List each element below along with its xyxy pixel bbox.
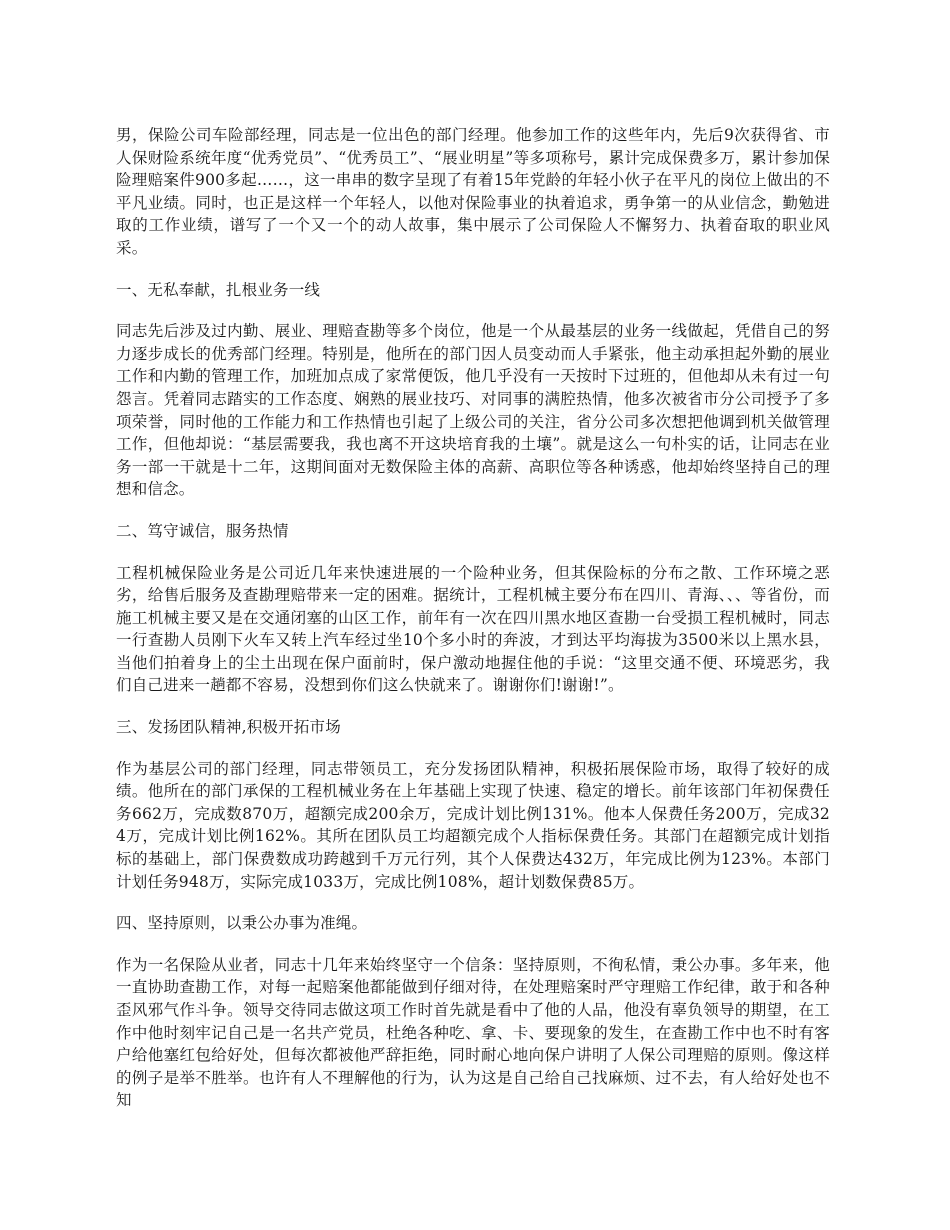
section-body-4: 作为一名保险从业者，同志十几年来始终坚守一个信条：坚持原则，不徇私情，秉公办事。多年来，他一直协助查勘工作，对每一起赔案他都能做到仔细对待，在处理赔案时严守理赔工作纪律，敢于和各种歪风邪气作斗争。领导交待同志做这项工作时首先就是看中了他的人品，他没有辜负领导的期望，在工作中他时刻牢记自己是一名共产党员，杜绝各种吃、拿、卡、要现象的发生，在查勘工作中也不时有客户给他塞红包给好处，但每次都被他严辞拒绝，同时耐心地向保户讲明了人保公司理赔的原则。像这样的例子是举不胜举。也许有人不理解他的行为，认为这是自己给自己找麻烦、过不去，有人给好处也不知 bbox=[116, 955, 830, 1110]
section-heading-2: 二、笃守诚信，服务热情 bbox=[116, 521, 289, 540]
section-heading-3: 三、发扬团队精神,积极开拓市场 bbox=[116, 718, 341, 737]
section-heading-4: 四、坚持原则，以秉公办事为准绳。 bbox=[116, 914, 368, 933]
section-body-1: 同志先后涉及过内勤、展业、理赔查勘等多个岗位，他是一个从最基层的业务一线做起，凭借自己的努力逐步成长的优秀部门经理。特别是，他所在的部门因人员变动而人手紧张，他主动承担起外勤的展业工作和内勤的管理工作，加班加点成了家常便饭，他几乎没有一天按时下过班的，但他却从未有过一句怨言。凭着同志踏实的工作态度、娴熟的展业技巧、对同事的满腔热情，他多次被省市分公司授予了多项荣誉，同时他的工作能力和工作热情也引起了上级公司的关注，省分公司多次想把他调到机关做管理工作，但他却说：“基层需要我，我也离不开这块培育我的土壤”。就是这么一句朴实的话，让同志在业务一部一干就是十二年，这期间面对无数保险主体的高薪、高职位等各种诱惑，他却始终坚持自己的理想和信念。 bbox=[116, 322, 830, 499]
section-body-2: 工程机械保险业务是公司近几年来快速进展的一个险种业务，但其保险标的分布之散、工作环境之恶劣，给售后服务及查勘理赔带来一定的困难。据统计，工程机械主要分布在四川、青海、、、等省份，而施工机械主要又是在交通闭塞的山区工作，前年有一次在四川黑水地区查勘一台受损工程机械时，同志一行查勘人员刚下火车又转上汽车经过坐10个多小时的奔波，才到达平均海拔为3500米以上黑水县，当他们拍着身上的尘土出现在保户面前时，保户激动地握住他的手说：“这里交通不便、环境恶劣，我们自己进来一趟都不容易，没想到你们这么快就来了。谢谢你们!谢谢!”。 bbox=[116, 563, 830, 695]
intro-paragraph: 男，保险公司车险部经理，同志是一位出色的部门经理。他参加工作的这些年内，先后9次获得省、市人保财险系统年度“优秀党员”、“优秀员工”、“展业明星”等多项称号，累计完成保费多万，累计参加保险理赔案件900多起……，这一串串的数字呈现了有着15年党龄的年轻小伙子在平凡的岗位上做出的不平凡业绩。同时，也正是这样一个年轻人，以他对保险事业的执着追求，勇争第一的从业信念，勤勉进取的工作业绩，谱写了一个又一个的动人故事，集中展示了公司保险人不懈努力、执着奋取的职业风采。 bbox=[116, 126, 830, 257]
section-heading-1: 一、无私奉献，扎根业务一线 bbox=[116, 280, 321, 299]
section-body-3: 作为基层公司的部门经理，同志带领员工，充分发扬团队精神，积极拓展保险市场，取得了较好的成绩。他所在的部门承保的工程机械业务在上年基础上实现了快速、稳定的增长。前年该部门年初保费任务662万，完成数870万，超额完成200余万，完成计划比例131%。他本人保费任务200万，完成324万，完成计划比例162%。其所在团队员工均超额完成个人指标保费任务。其部门在超额完成计划指标的基础上，部门保费数成功跨越到千万元行列，其个人保费达432万，年完成比例为123%。本部门计划任务948万，实际完成1033万，完成比例108%，超计划数保费85万。 bbox=[116, 759, 830, 891]
